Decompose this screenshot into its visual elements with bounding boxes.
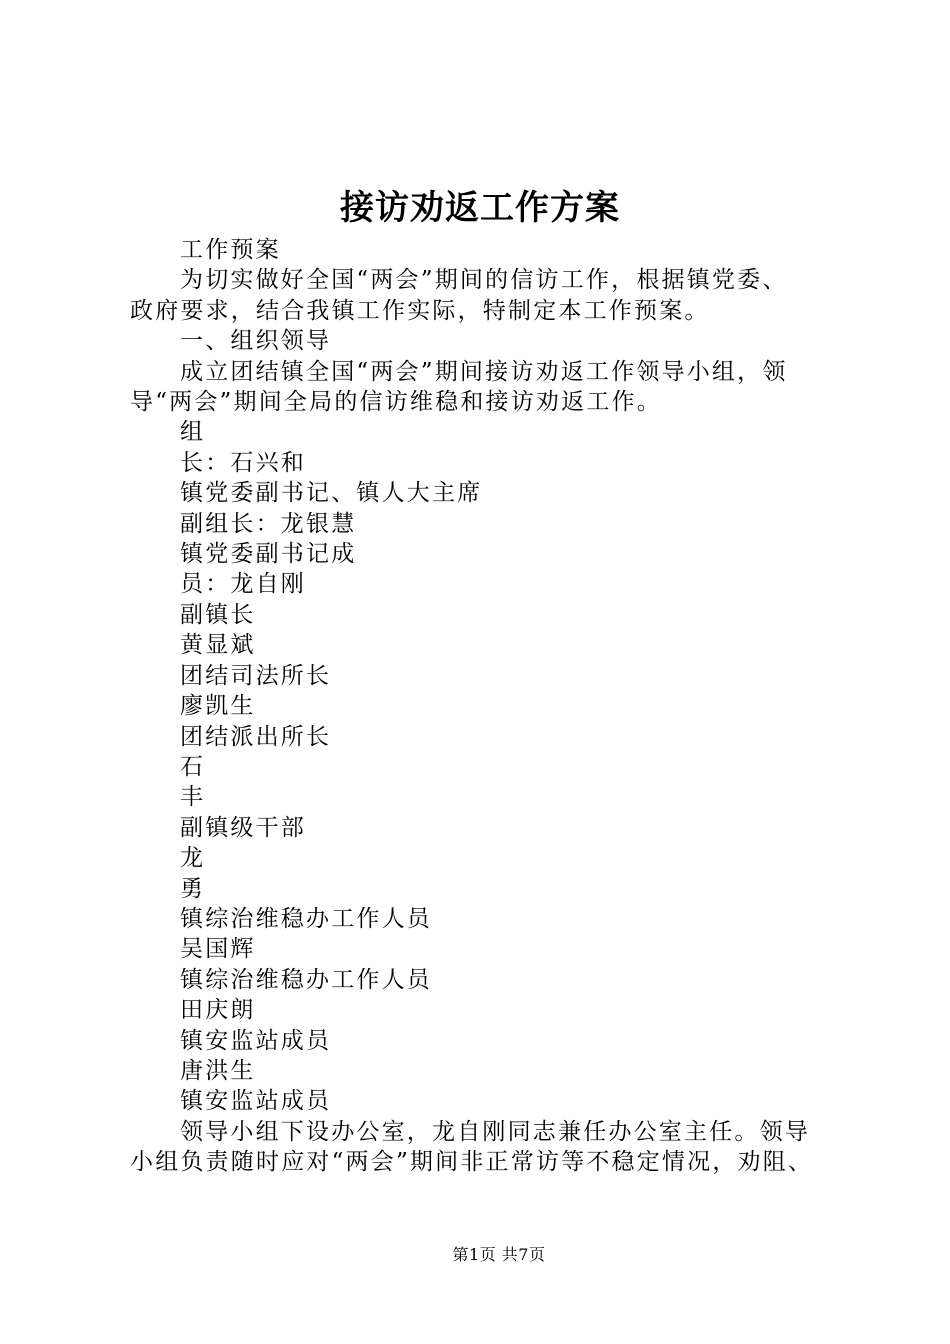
paragraph-line: 员：龙自刚	[180, 571, 306, 598]
paragraph-line: 龙	[180, 845, 206, 872]
paragraph-line: 副镇长	[180, 601, 256, 628]
paragraph-line: 镇综治维稳办工作人员	[180, 966, 432, 993]
paragraph-line: 为切实做好全国“两会”期间的信访工作，根据镇党委、	[180, 267, 788, 294]
paragraph-line: 吴国辉	[180, 936, 256, 963]
paragraph-line: 镇安监站成员	[180, 1088, 332, 1115]
page-footer: 第1页 共7页	[452, 1245, 546, 1264]
paragraph-line: 镇综治维稳办工作人员	[180, 905, 432, 932]
paragraph-line: 丰	[180, 784, 206, 811]
paragraph-line: 廖凯生	[180, 693, 256, 720]
paragraph-line: 团结司法所长	[180, 662, 332, 689]
paragraph-line: 组	[180, 419, 206, 446]
document-body	[130, 235, 850, 1178]
paragraph-line: 领导小组下设办公室，龙自刚同志兼任办公室主任。领导	[180, 1118, 810, 1145]
paragraph-line: 政府要求，结合我镇工作实际，特制定本工作预案。	[130, 297, 710, 324]
paragraph-line: 一、组织领导	[180, 328, 332, 355]
paragraph-line: 石	[180, 753, 206, 780]
paragraph-line: 成立团结镇全国“两会”期间接访劝返工作领导小组，领	[180, 358, 788, 385]
paragraph-line: 唐洪生	[180, 1057, 256, 1084]
document-title: 接访劝返工作方案	[340, 188, 620, 228]
paragraph-line: 镇党委副书记、镇人大主席	[180, 480, 483, 507]
paragraph-line: 小组负责随时应对“两会”期间非正常访等不稳定情况，劝阻、	[130, 1149, 814, 1176]
paragraph-line: 工作预案	[180, 237, 281, 263]
paragraph-line: 镇党委副书记成	[180, 541, 357, 568]
paragraph-line: 长：石兴和	[180, 449, 306, 476]
paragraph-line: 副组长：龙银慧	[180, 510, 357, 537]
paragraph-line: 黄显斌	[180, 632, 256, 659]
paragraph-line: 镇安监站成员	[180, 1027, 332, 1054]
paragraph-line: 导“两会”期间全局的信访维稳和接访劝返工作。	[130, 389, 662, 416]
paragraph-line: 副镇级干部	[180, 814, 306, 841]
paragraph-line: 勇	[180, 875, 206, 902]
paragraph-line: 田庆朗	[180, 997, 256, 1024]
paragraph-line: 团结派出所长	[180, 723, 332, 750]
